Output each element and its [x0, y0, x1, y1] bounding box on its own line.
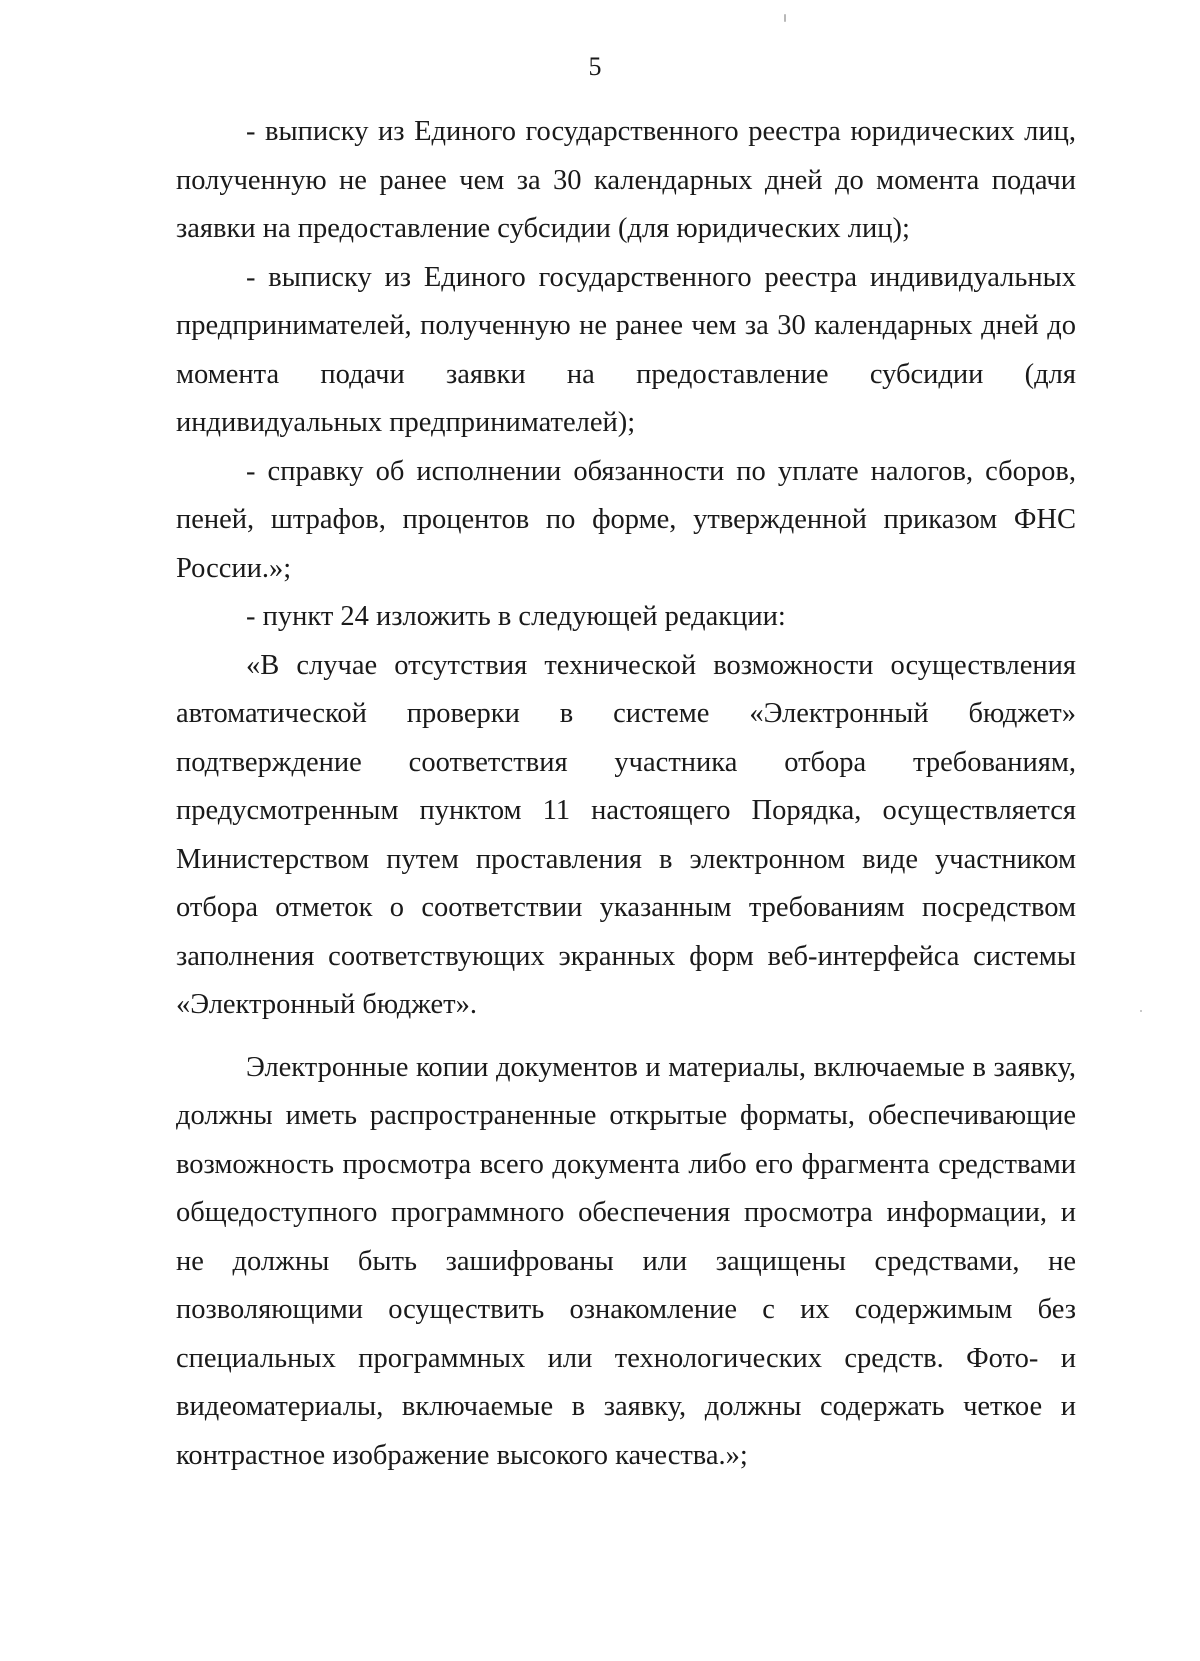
document-body — [176, 108, 1076, 1480]
paragraph-tax-certificate: - справку об исполнении обязанности по уплате налогов, сборов, пеней, штрафов, процентов по форме, утвержденной приказом ФНС России.»; — [176, 455, 1076, 584]
paragraph-egrip-extract: - выписку из Единого государственного реестра индивидуальных предпринимателей, полученную не ранее чем за 30 календарных дней до момента подачи заявки на предоставление субсидии (для индивидуальных предпринимателей); — [176, 261, 1076, 438]
paragraph-item-24-intro: - пункт 24 изложить в следующей редакции: — [246, 601, 786, 632]
scan-speck — [784, 14, 786, 22]
paragraph-item-24-text: «В случае отсутствия технической возможности осуществления автоматической проверки в системе «Электронный бюджет» подтверждение соответствия участника отбора требованиям, предусмотренным пунктом 11 настоящего Порядка, осуществляется Министерством путем проставления в электронном виде участником отбора отметок о соответствии указанным требованиям посредством заполнения соответствующих экранных форм веб-интерфейса системы «Электронный бюджет». — [176, 649, 1076, 1020]
page-number: 5 — [588, 52, 602, 81]
paragraph-egrul-extract: - выписку из Единого государственного реестра юридических лиц, полученную не ранее чем за 30 календарных дней до момента подачи заявки на предоставление субсидии (для юридических лиц); — [176, 116, 1076, 244]
paragraph-electronic-copies: Электронные копии документов и материалы, включаемые в заявку, должны иметь распространенные открытые форматы, обеспечивающие возможность просмотра всего документа либо его фрагмента средствами общедоступного программного обеспечения просмотра информации, и не должны быть зашифрованы или защищены средствами, не позволяющими осуществить ознакомление с их содержимым без специальных программных или технологических средств. Фото- и видеоматериалы, включаемые в заявку, должны содержать четкое и контрастное изображение высокого качества.»; — [176, 1051, 1076, 1471]
scan-speck — [1140, 1010, 1142, 1012]
